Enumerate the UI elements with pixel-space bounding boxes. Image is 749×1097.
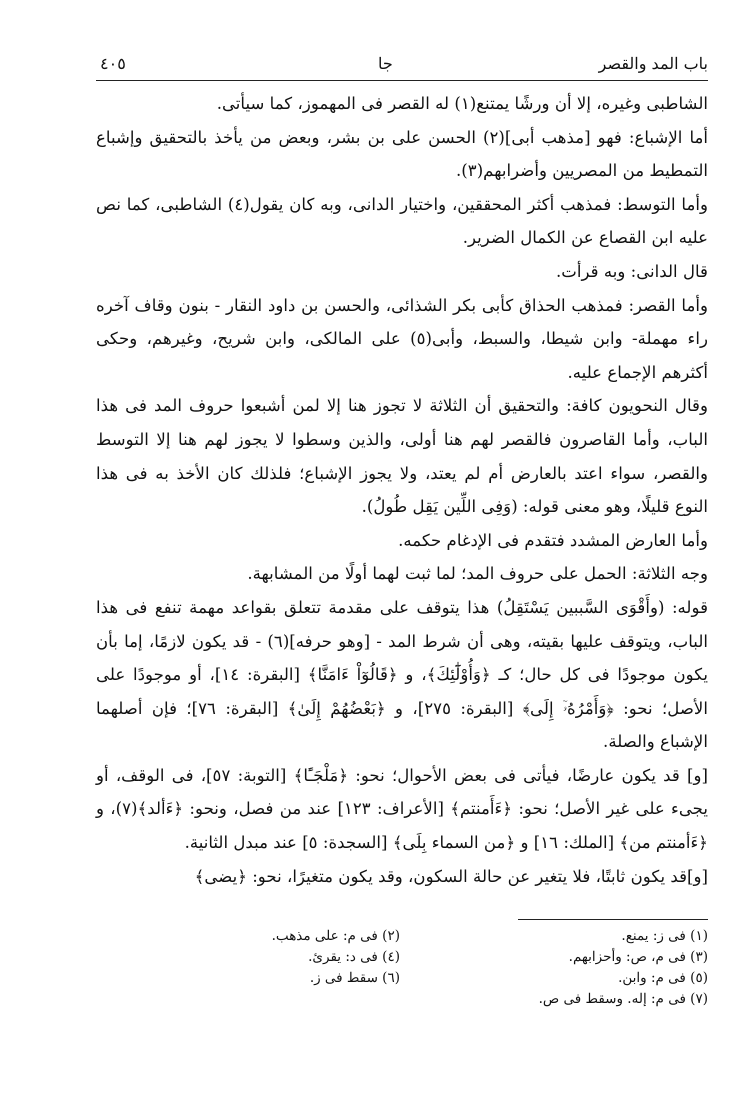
paragraph: وأما العارض المشدد فتقدم فى الإدغام حكمه. bbox=[398, 530, 708, 550]
paragraph: [و] قد يكون عارضًا، فيأتى فى بعض الأحوال؛ نحو: ﴿مَلْجَـًٔا﴾ [التوبة: ٥٧]، فى الوقف، أو يجىء على غير الأصل؛ نحو: ﴿ءَأَمنتم﴾ [الأعراف: ١٢٣] عند من فصل، ونحو: ﴿ءَألد﴾(٧)، و ﴿ءَأمنتم من﴾ [الملك: ١٦] و ﴿من السماء بِلَى﴾ [السجدة: ٥] عند مبدل الثانية. bbox=[96, 765, 708, 853]
main-text bbox=[96, 87, 708, 893]
footnote-6: (٦) سقط فى ز. bbox=[309, 970, 400, 987]
chapter-title: باب المد والقصر bbox=[598, 54, 708, 73]
paragraph: الشاطبى وغيره، إلا أن ورشًا يمتنع(١) له القصر فى المهموز، كما سيأتى. bbox=[216, 94, 708, 113]
paragraph: وأما التوسط: فمذهب أكثر المحققين، واختيار الدانى، وبه كان يقول(٤) الشاطبى، كما نص عليه ابن القصاع عن الكمال الضرير. bbox=[96, 194, 708, 248]
footnotes bbox=[96, 926, 708, 1010]
footnote-3: (٣) فى م، ص: وأحزابهم. bbox=[568, 949, 708, 966]
footnote-4: (٤) فى د: يقرئ. bbox=[308, 949, 400, 966]
page-number: ٤٠٥ bbox=[100, 54, 126, 73]
paragraph: [و]قد يكون ثابتًا، فلا يتغير عن حالة السكون، وقد يكون متغيرًا، نحو: ﴿يضى﴾ bbox=[194, 866, 708, 886]
book-page bbox=[96, 46, 708, 1010]
footnote-2: (٢) فى م: على مذهب. bbox=[271, 928, 400, 945]
paragraph: قوله: (وأَقْوَى السَّببين يَسْتَقِلُ) هذا يتوقف على مقدمة تتعلق بقواعد مهمة تنفع فى هذا الباب، ويتوقف عليها بقيته، وهى أن شرط المد - [وهو حرفه](٦) - قد يكون لازمًا، إما بأن يكون موجودًا فى كل حال؛ كـ ﴿وَأُوْلَٰٓئِكَ﴾، و ﴿قَالُوٓاْ ءَامَنَّا﴾ [البقرة: ١٤]، أو موجودًا على الأصل؛ نحو: ﴿وَأَمْرُهُۥٓ إِلَى﴾ [البقرة: ٢٧٥]، و ﴿بَعْضُهُمْ إِلَىٰ﴾ [البقرة: ٧٦]؛ فإن أصلهما الإشباع والصلة. bbox=[96, 597, 708, 752]
paragraph: قال الدانى: وبه قرأت. bbox=[555, 261, 708, 281]
page-header bbox=[96, 46, 708, 81]
paragraph: وقال النحويون كافة: والتحقيق أن الثلاثة لا تجوز هنا إلا لمن أشبعوا حروف المد فى هذا الباب، وأما القاصرون فالقصر لهم هنا أولى، والذين وسطوا لا يجوز لهم هنا إلا التوسط والقصر، سواء اعتد بالعارض أم لم يعتد، ولا يجوز الإشباع؛ فلذلك كان الأخذ به فى هذا النوع قليلًا، وهو معنى قوله: (وَفِى اللِّين يَقِل طُولُ). bbox=[96, 396, 708, 517]
footnote-1: (١) فى ز: يمنع. bbox=[621, 928, 708, 945]
volume-label: جا bbox=[378, 54, 393, 73]
footnote-5: (٥) فى م: وابن. bbox=[618, 970, 708, 987]
footnote-7: (٧) فى م: إله. وسقط فى ص. bbox=[538, 991, 708, 1008]
footnote-separator bbox=[518, 919, 708, 920]
paragraph: وجه الثلاثة: الحمل على حروف المد؛ لما ثبت لهما أولًا من المشابهة. bbox=[247, 564, 708, 584]
paragraph: وأما القصر: فمذهب الحذاق كأبى بكر الشذائى، والحسن بن داود النقار - بنون وقاف آخره راء مهملة- وابن شيطا، والسبط، وأبى(٥) على المالكى، وابن شريح، وغيرهم، وحكى أكثرهم الإجماع عليه. bbox=[96, 295, 708, 382]
paragraph: أما الإشباع: فهو [مذهب أبى](٢) الحسن على بن بشر، وبعض من يأخذ بالتحقيق وإشباع التمطيط من المصريين وأضرابهم(٣). bbox=[96, 127, 709, 181]
